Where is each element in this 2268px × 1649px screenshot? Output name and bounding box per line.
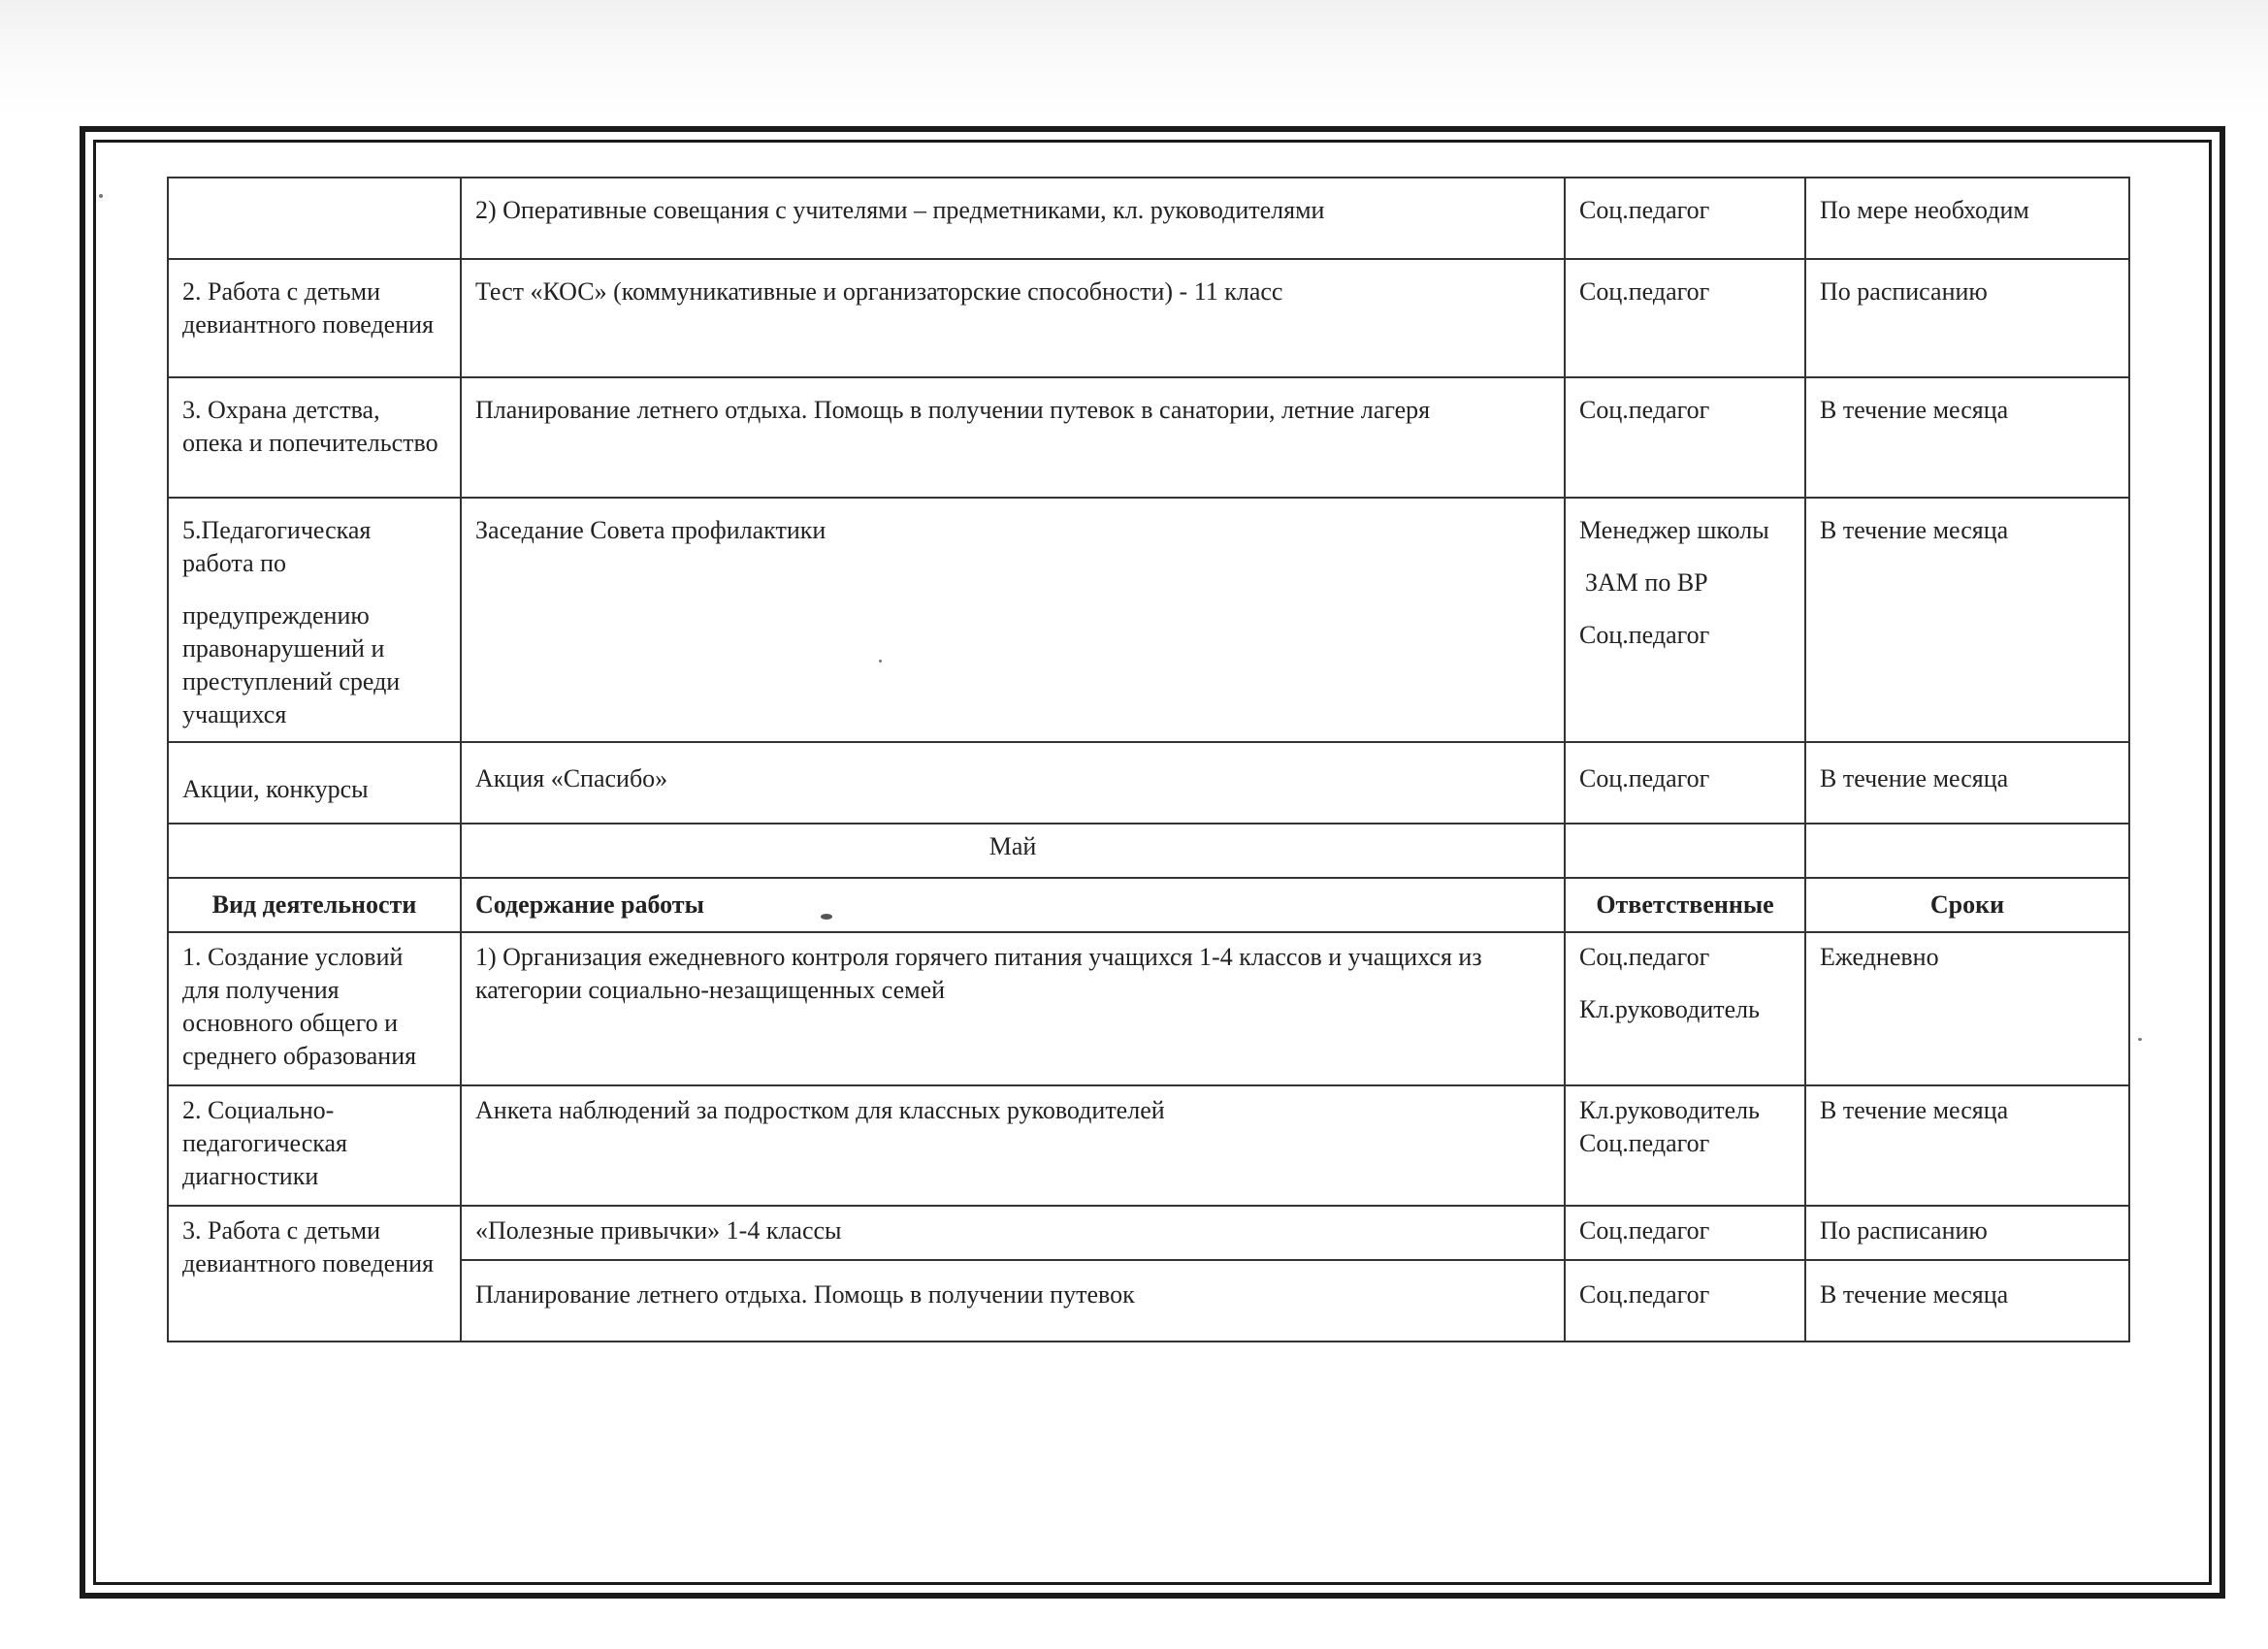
activity-cell: Акции, конкурсы bbox=[168, 742, 461, 824]
deadline-cell: По расписанию bbox=[1805, 259, 2129, 377]
table-row bbox=[168, 259, 2129, 377]
responsible-person: Соц.педагог bbox=[1579, 1280, 1710, 1309]
content-cell: Акция «Спасибо» bbox=[461, 742, 1565, 824]
responsible-person: Менеджер школы bbox=[1579, 516, 1769, 544]
responsible-person: Кл.руководитель bbox=[1579, 1096, 1761, 1124]
content-cell: Тест «КОС» (коммуникативные и организаторские способности) - 11 класс bbox=[461, 259, 1565, 377]
deadline-cell: В течение месяца bbox=[1805, 1260, 2129, 1342]
table-row bbox=[168, 377, 2129, 498]
content-cell: Заседание Совета профилактики bbox=[461, 498, 1565, 742]
responsible-cell bbox=[1565, 498, 1805, 742]
month-title: Май bbox=[461, 824, 1565, 878]
responsible-cell: Соц.педагог bbox=[1565, 742, 1805, 824]
responsible-person: Соц.педагог bbox=[1579, 1216, 1710, 1245]
header-responsible: Ответственные bbox=[1565, 878, 1805, 932]
activity-cell bbox=[168, 178, 461, 259]
responsible-cell bbox=[1565, 932, 1805, 1085]
activity-cell: 1. Создание условий для получения основного общего и среднего образования bbox=[168, 932, 461, 1085]
month-row bbox=[168, 824, 2129, 878]
content-cell: 1) Организация ежедневного контроля горячего питания учащихся 1-4 классов и учащихся из категории социально-незащищенных семей bbox=[461, 932, 1565, 1085]
responsible-person: Кл.руководитель bbox=[1579, 995, 1761, 1023]
responsible-person: Соц.педагог bbox=[1579, 621, 1710, 649]
deadline-cell: По расписанию bbox=[1805, 1206, 2129, 1260]
header-deadline: Сроки bbox=[1805, 878, 2129, 932]
scan-speck bbox=[2138, 1038, 2142, 1041]
deadline-cell: В течение месяца bbox=[1805, 1085, 2129, 1206]
activity-cell: 3. Работа с детьми девиантного поведения bbox=[168, 1206, 461, 1342]
table-row bbox=[168, 178, 2129, 259]
activity-cell: 3. Охрана детства, опека и попечительство bbox=[168, 377, 461, 498]
content-cell: 2) Оперативные совещания с учителями – предметниками, кл. руководителями bbox=[461, 178, 1565, 259]
responsible-person: Соц.педагог bbox=[1579, 943, 1710, 971]
content-cell: Планирование летнего отдыха. Помощь в получении путевок bbox=[461, 1260, 1565, 1342]
table-row bbox=[168, 1260, 2129, 1342]
responsible-cell: Соц.педагог bbox=[1565, 178, 1805, 259]
content-cell: Анкета наблюдений за подростком для классных руководителей bbox=[461, 1085, 1565, 1206]
activity-cell: 2. Социально-педагогическая диагностики bbox=[168, 1085, 461, 1206]
scan-speck bbox=[99, 194, 103, 198]
header-row bbox=[168, 878, 2129, 932]
content-cell: Планирование летнего отдыха. Помощь в получении путевок в санатории, летние лагеря bbox=[461, 377, 1565, 498]
empty-cell bbox=[1805, 824, 2129, 878]
deadline-cell: Ежедневно bbox=[1805, 932, 2129, 1085]
deadline-cell: По мере необходим bbox=[1805, 178, 2129, 259]
deadline-cell: В течение месяца bbox=[1805, 742, 2129, 824]
deadline-cell: В течение месяца bbox=[1805, 498, 2129, 742]
table-row bbox=[168, 498, 2129, 742]
responsible-person: Соц.педагог bbox=[1579, 1129, 1710, 1157]
table-row bbox=[168, 932, 2129, 1085]
empty-cell bbox=[168, 824, 461, 878]
empty-cell bbox=[1565, 824, 1805, 878]
responsible-cell: Соц.педагог bbox=[1565, 377, 1805, 498]
responsible-cell bbox=[1565, 1085, 1805, 1206]
table-row bbox=[168, 1085, 2129, 1206]
responsible-cell bbox=[1565, 1206, 1805, 1260]
responsible-person: ЗАМ по ВР bbox=[1585, 568, 1708, 597]
table-row bbox=[168, 1206, 2129, 1260]
header-content: Содержание работы bbox=[461, 878, 1565, 932]
work-plan-table bbox=[167, 177, 2130, 1342]
activity-text-part: предупреждению правонарушений и преступлений среди учащихся bbox=[182, 601, 401, 728]
responsible-cell: Соц.педагог bbox=[1565, 259, 1805, 377]
activity-text-part: 5.Педагогическая работа по bbox=[182, 516, 372, 577]
activity-cell: 2. Работа с детьми девиантного поведения bbox=[168, 259, 461, 377]
activity-cell bbox=[168, 498, 461, 742]
deadline-cell: В течение месяца bbox=[1805, 377, 2129, 498]
responsible-cell bbox=[1565, 1260, 1805, 1342]
header-activity: Вид деятельности bbox=[168, 878, 461, 932]
content-cell: «Полезные привычки» 1-4 классы bbox=[461, 1206, 1565, 1260]
table-row bbox=[168, 742, 2129, 824]
